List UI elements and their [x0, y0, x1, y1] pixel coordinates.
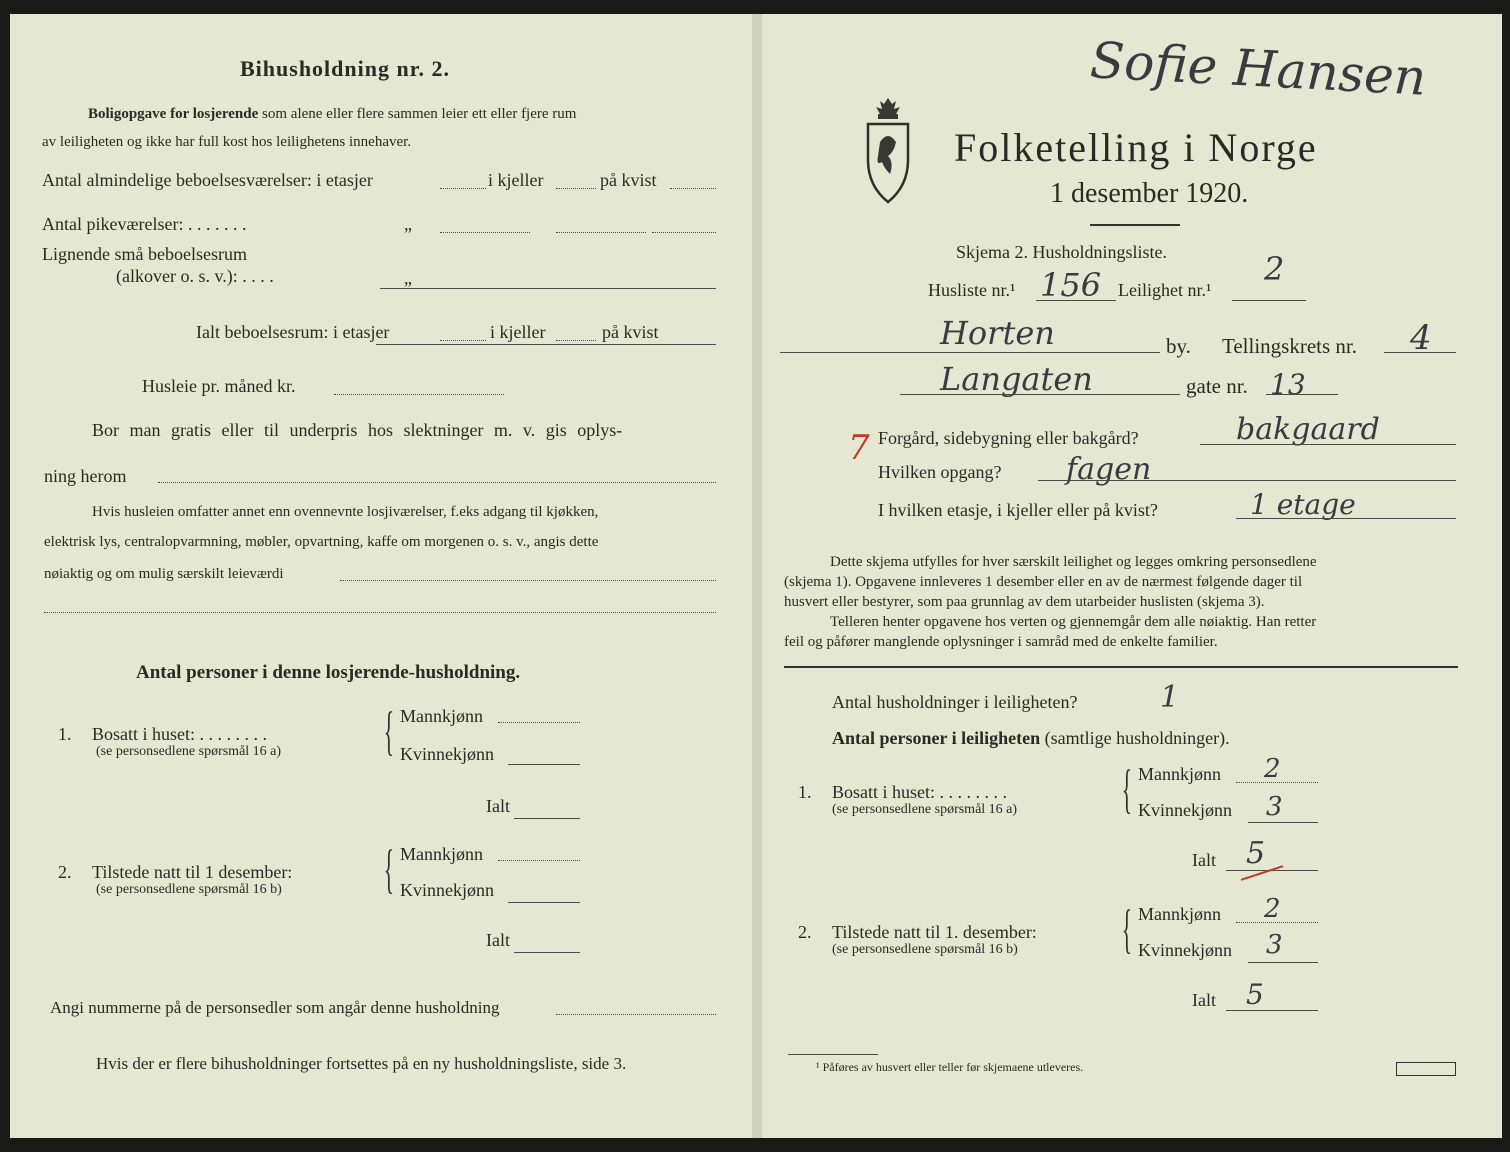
- page-fold: [752, 14, 762, 1138]
- intro-bold: Boligopgave for losjerende: [88, 106, 259, 122]
- left-q1-sub: (se personsedlene spørsmål 16 a): [96, 744, 282, 759]
- krets-label: Tellingskrets nr.: [1222, 334, 1358, 358]
- left-persons-heading: Antal personer i denne losjerende-husholdning.: [136, 662, 521, 683]
- form-date: 1 desember 1920.: [1050, 178, 1249, 209]
- right-q1-ialt-value: 5: [1246, 836, 1266, 871]
- left-q1-label: Bosatt i huset: . . . . . . . .: [92, 724, 267, 744]
- opgang-label: Hvilken opgang?: [878, 462, 1002, 482]
- hvis-line-1[interactable]: [340, 580, 716, 581]
- gate-nr-line[interactable]: [1266, 394, 1338, 395]
- right-q1-kvinne-label: Kvinnekjønn: [1138, 800, 1232, 820]
- antal-kjeller-line[interactable]: [556, 188, 596, 189]
- krets-value: 4: [1410, 318, 1432, 358]
- left-q1-ialt-label: Ialt: [486, 796, 510, 816]
- gate-label: gate nr.: [1186, 374, 1248, 398]
- instr-4: Telleren henter opgavene hos verten og gjennemgår dem alle nøiaktig. Han retter: [830, 614, 1317, 630]
- instr-1: Dette skjema utfylles for hver særskilt leilighet og legges omkring personsedlene: [830, 554, 1317, 570]
- row-lignende-2: (alkover o. s. v.): . . . .: [116, 266, 274, 286]
- hush-label: Antal husholdninger i leiligheten?: [832, 692, 1078, 712]
- by-label: by.: [1166, 334, 1191, 358]
- left-q2-brace: {: [383, 839, 395, 899]
- right-q1-mann-label: Mannkjønn: [1138, 764, 1221, 784]
- gate-line[interactable]: [900, 394, 1180, 395]
- by-line[interactable]: [780, 352, 1160, 353]
- ialt-kjeller-label: i kjeller: [490, 322, 546, 342]
- gate-value: Langaten: [940, 360, 1093, 398]
- left-q2-sub: (se personsedlene spørsmål 16 b): [96, 882, 282, 897]
- skjema-value: 2: [1264, 250, 1285, 288]
- etasje-value: 1 etage: [1250, 488, 1356, 521]
- right-q2-num: 2.: [798, 922, 812, 942]
- row-hvis-3: nøiaktig og om mulig særskilt leieværdi: [44, 566, 284, 582]
- husliste-value: 156: [1040, 266, 1102, 304]
- husliste-label: Husliste nr.¹: [928, 280, 1016, 300]
- left-q1-brace: {: [383, 701, 395, 761]
- intro-rest-1: som alene eller flere sammen leier ett eller fjere rum: [262, 106, 577, 122]
- instr-3: husvert eller bestyrer, som paa grunnlag av dem utarbeider huslisten (skjema 3).: [784, 594, 1265, 610]
- row-ialt-label: Ialt beboelsesrum: i etasjer: [196, 322, 390, 342]
- left-q2-mann-label: Mannkjønn: [400, 844, 483, 864]
- title-rule: [1090, 224, 1180, 226]
- right-q2-kvinne-line[interactable]: [1248, 962, 1318, 963]
- left-title: Bihusholdning nr. 2.: [240, 56, 450, 81]
- left-q1-mann-label: Mannkjønn: [400, 706, 483, 726]
- etasje-label: I hvilken etasje, i kjeller eller på kvist?: [878, 500, 1158, 520]
- left-q1-mann-line[interactable]: [498, 722, 580, 723]
- right-persons-heading-line: [832, 728, 1230, 749]
- husliste-line[interactable]: [1036, 300, 1116, 301]
- husleie-line[interactable]: [334, 394, 504, 395]
- left-q2-ialt-label: Ialt: [486, 930, 510, 950]
- bor-line[interactable]: [158, 482, 716, 483]
- instr-rule: [784, 666, 1458, 668]
- right-q1-kvinne-value: 3: [1266, 792, 1283, 822]
- ialt-etasjer-line[interactable]: [440, 340, 486, 341]
- pike-quote: „: [404, 214, 412, 234]
- lignende-quote: „: [404, 268, 412, 288]
- right-q1-num: 1.: [798, 782, 812, 802]
- instr-5: feil og påfører manglende oplysninger i samråd med de enkelte familier.: [784, 634, 1218, 650]
- printer-stamp: [1396, 1062, 1456, 1076]
- right-q2-sub: (se personsedlene spørsmål 16 b): [832, 942, 1018, 957]
- antal-kvist-label: på kvist: [600, 170, 657, 190]
- row-bor-1: Bor man gratis eller til underpris hos slektninger m. v. gis oplys-: [92, 420, 623, 440]
- right-q2-ialt-value: 5: [1246, 978, 1264, 1011]
- row-antal-label: Antal almindelige beboelsesværelser: i etasjer: [42, 170, 373, 190]
- hush-value: 1: [1160, 680, 1180, 715]
- right-q1-ialt-label: Ialt: [1192, 850, 1216, 870]
- right-persons-heading: Antal personer i leiligheten: [832, 728, 1041, 748]
- left-q2-kvinne-line[interactable]: [508, 902, 580, 903]
- opgang-line[interactable]: [1038, 480, 1456, 481]
- gate-nr-value: 13: [1270, 368, 1306, 401]
- left-q1-kvinne-label: Kvinnekjønn: [400, 744, 494, 764]
- right-q2-kvinne-value: 3: [1266, 930, 1283, 960]
- right-q2-mann-line[interactable]: [1236, 922, 1318, 923]
- etasje-line[interactable]: [1236, 518, 1456, 519]
- right-q2-brace: {: [1121, 899, 1133, 959]
- row-lignende-1: Lignende små beboelsesrum: [42, 244, 247, 264]
- ialt-kvist-label: på kvist: [602, 322, 659, 342]
- left-q1-ialt-line[interactable]: [514, 818, 580, 819]
- left-footer: Hvis der er flere bihusholdninger fortsettes på en ny husholdningsliste, side 3.: [96, 1054, 627, 1073]
- opgang-value: fagen: [1066, 452, 1152, 487]
- intro-line-1: [88, 106, 576, 123]
- margin-mark: 7: [848, 428, 870, 468]
- right-q2-mann-value: 2: [1264, 894, 1281, 924]
- forgard-value: bakgaard: [1236, 412, 1380, 447]
- right-q1-brace: {: [1121, 759, 1133, 819]
- right-q2-kvinne-label: Kvinnekjønn: [1138, 940, 1232, 960]
- skjema-label: Skjema 2. Husholdningsliste.: [956, 242, 1167, 262]
- krets-line[interactable]: [1384, 352, 1456, 353]
- right-q2-label: Tilstede natt til 1. desember:: [832, 922, 1037, 942]
- footnote-rule: [788, 1054, 878, 1055]
- form-title: Folketelling i Norge: [954, 125, 1318, 170]
- angi-line[interactable]: [556, 1014, 716, 1015]
- right-q2-mann-label: Mannkjønn: [1138, 904, 1221, 924]
- left-q2-ialt-line[interactable]: [514, 952, 580, 953]
- left-q2-mann-line[interactable]: [498, 860, 580, 861]
- intro-line-2: av leiligheten og ikke har full kost hos leilighetens innehaver.: [42, 134, 412, 150]
- leilighet-line[interactable]: [1232, 300, 1306, 301]
- hvis-line-2[interactable]: [44, 612, 716, 613]
- row-hvis-1: Hvis husleien omfatter annet enn ovennevnte losjiværelser, f.eks adgang til kjøkken,: [92, 504, 599, 520]
- signature: Sofie Hansen: [1088, 31, 1428, 107]
- right-q2-ialt-line[interactable]: [1226, 1010, 1318, 1011]
- lignende-line[interactable]: [380, 288, 716, 289]
- antal-kjeller-label: i kjeller: [488, 170, 544, 190]
- antal-etasjer-line[interactable]: [440, 188, 486, 189]
- instr-2: (skjema 1). Opgavene innleveres 1 desember eller en av de nærmest følgende dager til: [784, 574, 1303, 590]
- left-angi: Angi nummerne på de personsedler som angår denne husholdning: [50, 998, 500, 1017]
- right-q1-sub: (se personsedlene spørsmål 16 a): [832, 802, 1018, 817]
- norway-lion-shield-icon: [862, 96, 914, 208]
- footnote: ¹ Påføres av husvert eller teller før skjemaene utleveres.: [816, 1060, 1084, 1074]
- row-bor-2: ning herom: [44, 466, 127, 486]
- ialt-underline[interactable]: [376, 344, 716, 345]
- by-value: Horten: [940, 314, 1055, 352]
- right-q1-mann-line[interactable]: [1236, 782, 1318, 783]
- pike-kjeller-line[interactable]: [556, 232, 646, 233]
- leilighet-label: Leilighet nr.¹: [1118, 280, 1212, 300]
- antal-kvist-line[interactable]: [670, 188, 716, 189]
- right-q1-kvinne-line[interactable]: [1248, 822, 1318, 823]
- right-q1-mann-value: 2: [1264, 754, 1281, 784]
- row-pike-label: Antal pikeværelser: . . . . . . .: [42, 214, 247, 234]
- row-hvis-2: elektrisk lys, centralopvarmning, møbler, opvartning, kaffe om morgenen o. s. v., angis dette: [44, 534, 599, 550]
- left-q2-num: 2.: [58, 862, 72, 882]
- left-q2-kvinne-label: Kvinnekjønn: [400, 880, 494, 900]
- pike-kvist-line[interactable]: [652, 232, 716, 233]
- right-persons-heading-rest: (samtlige husholdninger).: [1044, 728, 1230, 748]
- right-q1-label: Bosatt i huset: . . . . . . . .: [832, 782, 1007, 802]
- left-q2-label: Tilstede natt til 1 desember:: [92, 862, 293, 882]
- pike-etasjer-line[interactable]: [440, 232, 530, 233]
- row-husleie: Husleie pr. måned kr.: [142, 376, 296, 396]
- forgard-line[interactable]: [1200, 444, 1456, 445]
- left-q1-kvinne-line[interactable]: [508, 764, 580, 765]
- right-q2-ialt-label: Ialt: [1192, 990, 1216, 1010]
- ialt-kjeller-line[interactable]: [556, 340, 596, 341]
- forgard-label: Forgård, sidebygning eller bakgård?: [878, 428, 1139, 448]
- left-q1-num: 1.: [58, 724, 72, 744]
